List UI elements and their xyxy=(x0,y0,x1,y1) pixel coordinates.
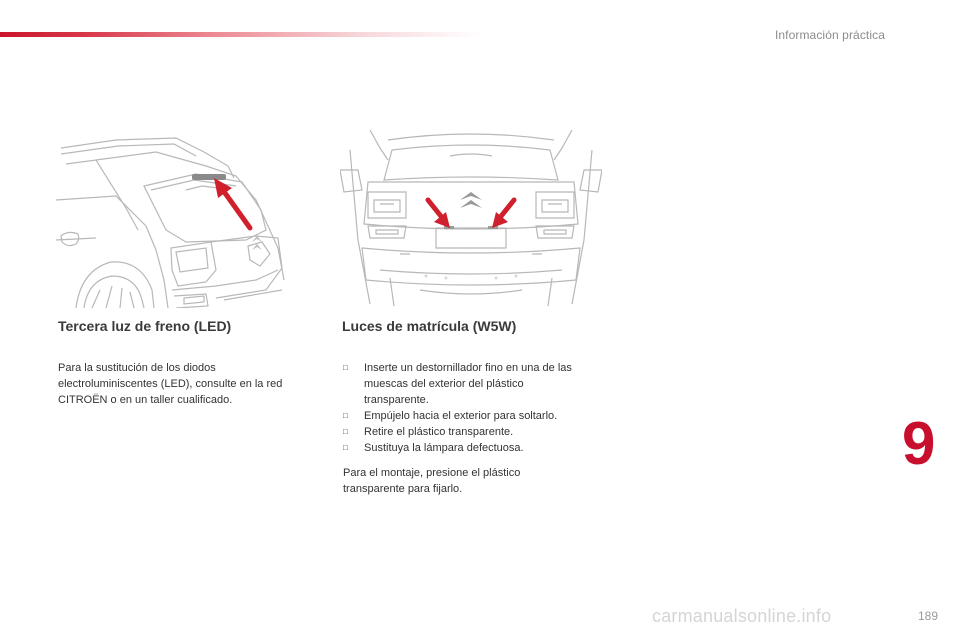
instruction-text: Sustituya la lámpara defectuosa. xyxy=(364,442,524,454)
header-accent-bar xyxy=(0,32,480,37)
instruction-text: Empújelo hacia el exterior para soltarlo. xyxy=(364,410,558,422)
red-arrow-icon xyxy=(492,200,514,228)
instruction-item xyxy=(343,408,588,424)
instruction-list xyxy=(343,360,588,456)
mounting-paragraph: Para el montaje, presione el plástico transparente para fijarlo. xyxy=(343,467,521,495)
license-plate-lights-heading: Luces de matrícula (W5W) xyxy=(342,318,517,334)
page-number: 189 xyxy=(917,609,938,623)
instruction-item xyxy=(343,360,588,408)
section-title: Información práctica xyxy=(774,28,885,42)
watermark: carmanualsonline.info xyxy=(652,606,832,626)
checkbox-icon: □ xyxy=(343,363,348,372)
instruction-text: Retire el plástico transparente. xyxy=(364,426,514,438)
instruction-item xyxy=(343,440,588,456)
instruction-item xyxy=(343,424,588,440)
chapter-number: 9 xyxy=(902,410,936,477)
red-arrow-icon xyxy=(428,200,450,228)
third-brake-light-heading: Tercera luz de freno (LED) xyxy=(58,318,232,334)
checkbox-icon: □ xyxy=(343,443,348,452)
third-brake-light-illustration xyxy=(56,130,286,308)
checkbox-icon: □ xyxy=(343,427,348,436)
third-brake-light-paragraph: Para la sustitución de los diodos electroluminiscentes (LED), consulte en la red CITROËN o en un taller cualificado. xyxy=(58,362,283,406)
instruction-text: Inserte un destornillador fino en una de las muescas del exterior del plástico transparente. xyxy=(364,362,572,406)
checkbox-icon: □ xyxy=(343,411,348,420)
license-plate-lights-illustration xyxy=(340,130,602,308)
